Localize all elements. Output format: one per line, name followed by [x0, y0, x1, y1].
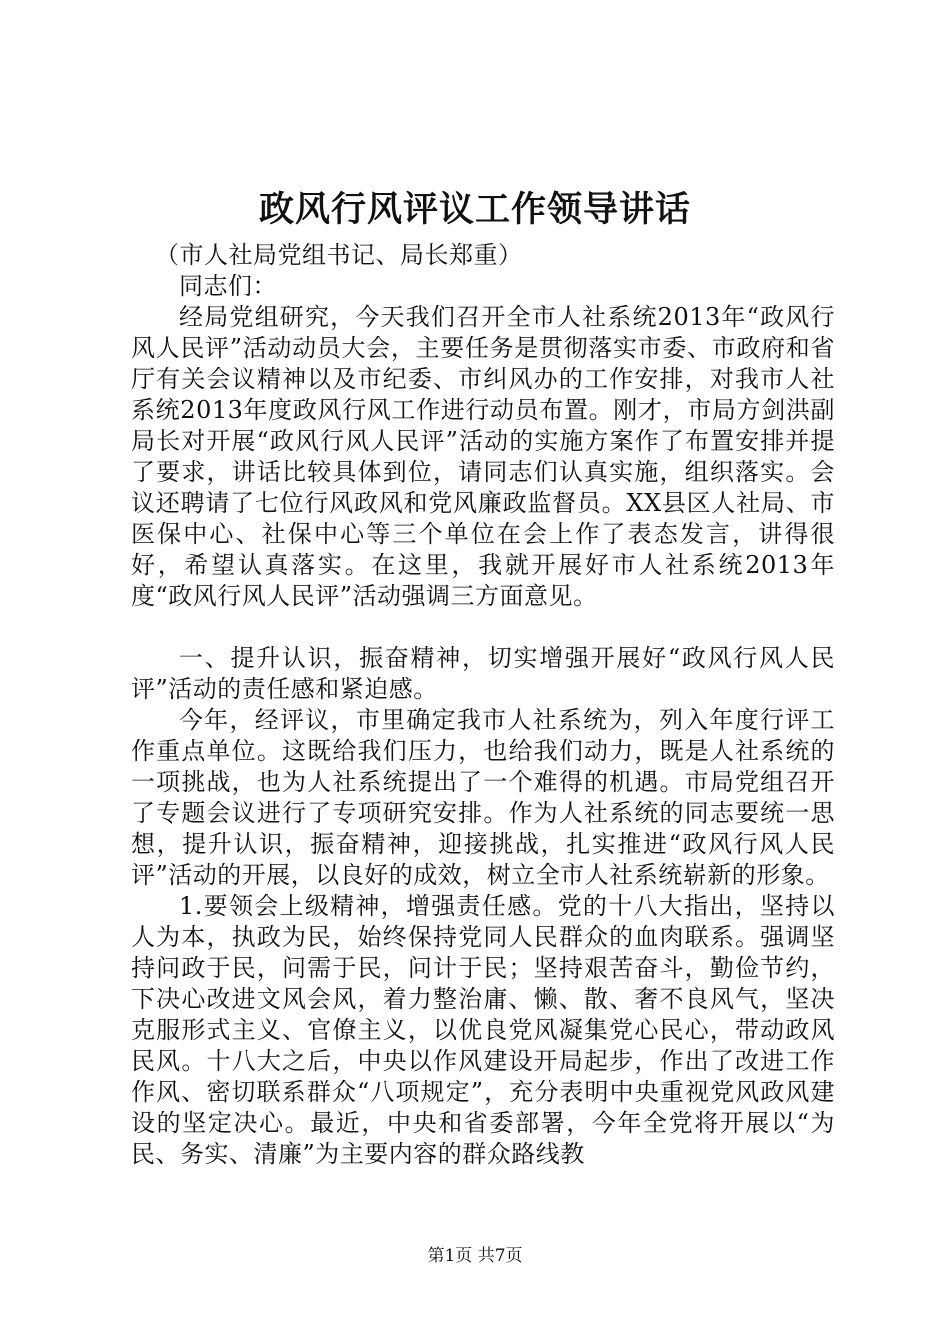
paragraph-point-1: 1.要领会上级精神，增强责任感。党的十八大指出，坚持以人为本，执政为民，始终保持党同人民群众的血肉联系。强调坚持问政于民，问需于民，问计于民；坚持艰苦奋斗，勤俭节约，下决心改进文风会风，着力整治庸、懒、散、奢不良风气，坚决克服形式主义、官僚主义，以优良党风凝集党心民心，带动政风民风。十八大之后，中央以作风建设开局起步，作出了改进工作作风、密切联系群众“八项规定”，充分表明中央重视党风政风建设的坚定决心。最近，中央和省委部署，今年全党将开展以“为民、务实、清廉”为主要内容的群众路线教 — [131, 892, 835, 1168]
author-line: （市人社局党组书记、局长郑重） — [155, 241, 523, 269]
document-body — [131, 240, 835, 1170]
paragraph-gap — [131, 612, 835, 643]
greeting: 同志们： — [179, 272, 277, 300]
paragraph-intro: 经局党组研究，今天我们召开全市人社系统2013年“政风行风人民评”活动动员大会，主要任务是贯彻落实市委、市政府和省厅有关会议精神以及市纪委、市纠风办的工作安排，对我市人社系统2013年度政风行风工作进行动员布置。刚才，市局方剑洪副局长对开展“政风行风人民评”活动的实施方案作了布置安排并提了要求，讲话比较具体到位，请同志们认真实施，组织落实。会议还聘请了七位行风政风和党风廉政监督员。XX县区人社局、市医保中心、社保中心等三个单位在会上作了表态发言，讲得很好，希望认真落实。在这里，我就开展好市人社系统2013年度“政风行风人民评”活动强调三方面意见。 — [131, 303, 835, 610]
document-title: 政风行风评议工作领导讲话 — [258, 189, 691, 230]
section-heading-1: 一、提升认识，振奋精神，切实增强开展好“政风行风人民评”活动的责任感和紧迫感。 — [131, 644, 835, 703]
paragraph-section-1: 今年，经评议，市里确定我市人社系统为，列入年度行评工作重点单位。这既给我们压力，也给我们动力，既是人社系统的一项挑战，也为人社系统提出了一个难得的机遇。市局党组召开了专题会议进行了专项研究安排。作为人社系统的同志要统一思想，提升认识，振奋精神，迎接挑战，扎实推进“政风行风人民评”活动的开展，以良好的成效，树立全市人社系统崭新的形象。 — [131, 706, 835, 889]
page-footer: 第1页 共7页 — [427, 1246, 523, 1266]
